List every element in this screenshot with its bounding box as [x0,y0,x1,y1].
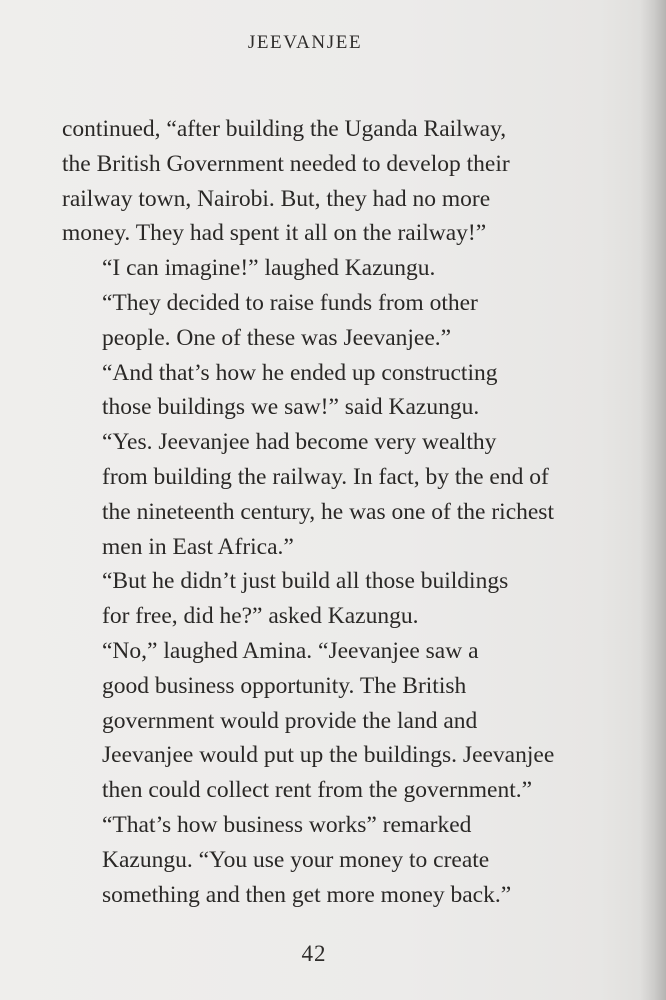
text-line: for free, did he?” asked Kazungu. [102,603,419,630]
page-number: 42 [301,941,327,966]
text-line: government would provide the land and [102,707,478,734]
text-line: “They decided to raise funds from other [102,289,478,316]
text-line: then could collect rent from the government.” [102,777,533,804]
text-line: “That’s how business works” remarked [102,811,472,838]
text-line: “No,” laughed Amina. “Jeevanjee saw a [102,637,479,664]
text-line: “But he didn’t just build all those buildings [102,568,509,595]
text-line: the nineteenth century, he was one of the richest [102,498,554,525]
text-line: from building the railway. In fact, by the end of [102,463,549,490]
text-line: Kazungu. “You use your money to create [102,846,490,873]
text-line: “Yes. Jeevanjee had become very wealthy [102,429,497,456]
paragraph [62,286,582,356]
text-line: continued, “after building the Uganda Railway, [62,116,507,142]
paragraph [62,251,582,286]
paragraph [62,634,582,808]
page-gutter-shadow [640,0,666,1000]
text-line: those buildings we saw!” said Kazungu. [102,394,480,421]
paragraph [62,112,582,251]
text-line: money. They had spent it all on the railway!” [62,220,487,247]
text-line: people. One of these was Jeevanjee.” [102,324,452,351]
paragraph [62,356,582,426]
text-line: something and then get more money back.” [102,881,512,908]
paragraph [62,564,582,634]
paragraph [62,808,582,912]
text-line: good business opportunity. The British [102,672,467,699]
text-line: railway town, Nairobi. But, they had no more [62,185,491,212]
body-text [62,112,582,912]
text-line: men in East Africa.” [102,533,294,560]
paragraph [62,425,582,564]
text-line: Jeevanjee would put up the buildings. Jeevanjee [102,742,555,769]
text-line: “And that’s how he ended up constructing [102,359,498,386]
running-head: JEEVANJEE [247,32,363,53]
text-line: the British Government needed to develop their [62,150,510,177]
text-line: “I can imagine!” laughed Kazungu. [102,255,436,282]
